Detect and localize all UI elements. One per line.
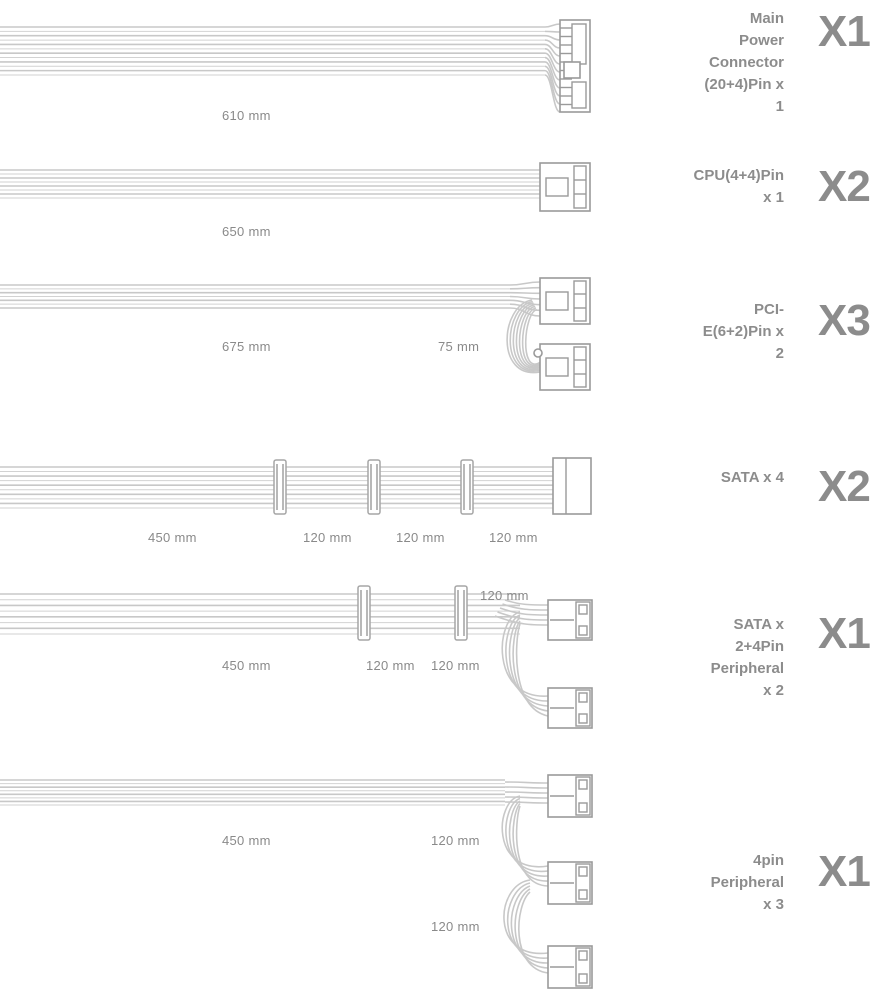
- cable-5-bottom-branch: [502, 612, 548, 716]
- cable-2-quantity: X2: [818, 162, 870, 211]
- cable-4-length-seg2: 120 mm: [396, 530, 445, 545]
- cable-6-branch-3: [504, 880, 548, 973]
- cable-2-length: 650 mm: [222, 224, 271, 239]
- cable-5-top-branch: [495, 600, 548, 625]
- cable-3-quantity: X3: [818, 296, 870, 345]
- cable-1-fan: [545, 24, 560, 112]
- cable-5-quantity: X1: [818, 609, 870, 658]
- cable-1-length: 610 mm: [222, 108, 271, 123]
- cable-6-name: 4pin Peripheral x 3: [710, 852, 784, 913]
- cable-4-sata-end: [553, 458, 591, 514]
- cable-3-connector-2: [540, 344, 590, 390]
- cable-4-length-main: 450 mm: [148, 530, 197, 545]
- cable-5-molex-2: [548, 688, 592, 728]
- cable-6-branch-2: [502, 796, 548, 886]
- cable-1-name: Main Power Connector (20+4)Pin x 1: [704, 10, 784, 115]
- cable-4-length-seg1: 120 mm: [303, 530, 352, 545]
- cable-4-sata-1: [274, 460, 286, 514]
- cable-4-sata-3: [461, 460, 473, 514]
- cable-4-length-seg3: 120 mm: [489, 530, 538, 545]
- cable-6-quantity: X1: [818, 847, 870, 896]
- cable-4-sata-2: [368, 460, 380, 514]
- cable-2-connector: [540, 163, 590, 211]
- cable-2-name: CPU(4+4)Pin x 1: [693, 167, 784, 206]
- cable-1-connector: [560, 20, 590, 112]
- cable-3-length-branch: 75 mm: [438, 339, 480, 354]
- cable-3-wires: [0, 285, 510, 308]
- cable-5-sata-2: [455, 586, 467, 640]
- cable-3-latch: [534, 349, 542, 357]
- cable-6-length-seg1: 120 mm: [431, 833, 480, 848]
- cable-6-length-main: 450 mm: [222, 833, 271, 848]
- cable-5-name: SATA x 2+4Pin Peripheral x 2: [710, 616, 784, 699]
- cable-6-wires: [0, 780, 505, 805]
- cable-6-length-seg2: 120 mm: [431, 919, 480, 934]
- cable-1-wires: [0, 27, 545, 75]
- cable-3-length-main: 675 mm: [222, 339, 271, 354]
- cable-6-molex-1: [548, 775, 592, 817]
- cable-5-length-seg1: 120 mm: [366, 658, 415, 673]
- cable-1-quantity: X1: [818, 7, 870, 56]
- cable-5-wires: [0, 594, 520, 634]
- cable-5-length-main: 450 mm: [222, 658, 271, 673]
- cable-6-molex-2: [548, 862, 592, 904]
- cable-2-wires: [0, 170, 540, 198]
- cable-5-length-seg3: 120 mm: [480, 588, 529, 603]
- cable-3-connector-1: [540, 278, 590, 324]
- cable-3-name: PCI- E(6+2)Pin x 2: [702, 301, 784, 362]
- cable-6-molex-3: [548, 946, 592, 988]
- cable-4-quantity: X2: [818, 462, 870, 511]
- cable-4-name: SATA x 4: [720, 469, 784, 486]
- cable-5-length-seg2: 120 mm: [431, 658, 480, 673]
- cable-5-sata-1: [358, 586, 370, 640]
- cable-5-molex-1: [548, 600, 592, 640]
